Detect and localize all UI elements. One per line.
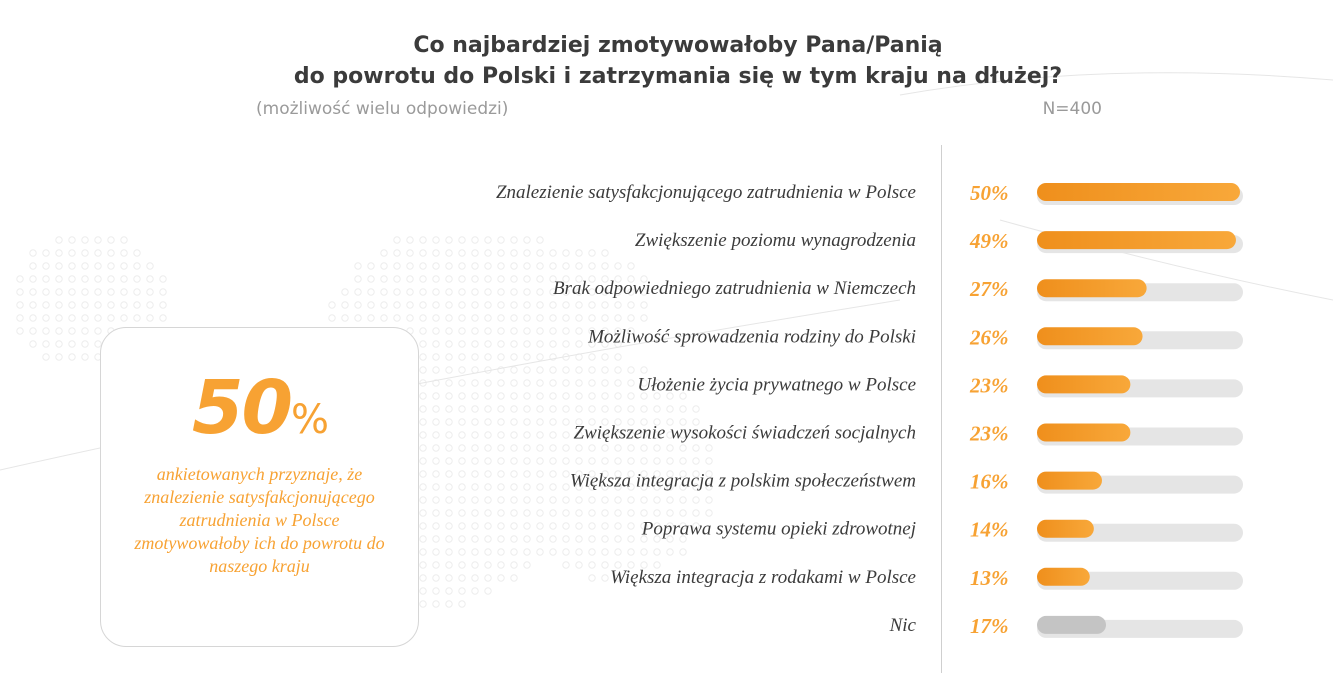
bar [1037, 327, 1143, 345]
value-label: 26% [970, 325, 1009, 350]
callout-number: 50 [192, 365, 291, 451]
bar [1037, 424, 1130, 442]
value-label: 16% [970, 469, 1009, 494]
bar [1037, 183, 1240, 201]
category-label: Ułożenie życia prywatnego w Polsce [637, 374, 916, 396]
bar [1037, 568, 1090, 586]
value-label: 27% [970, 277, 1009, 302]
category-label: Większa integracja z polskim społeczeństwem [569, 470, 916, 492]
bar [1037, 279, 1147, 297]
value-label: 13% [970, 565, 1009, 590]
category-label: Nic [889, 614, 916, 636]
sample-size-label: N=400 [1042, 99, 1102, 119]
callout-description: ankietowanych przyznaje, że znalezienie satysfakcjonującego zatrudnienia w Polsce zmotywowałoby ich do powrotu do naszego kraju [134, 464, 385, 576]
category-label: Znalezienie satysfakcjonującego zatrudnienia w Polsce [495, 182, 916, 203]
value-label: 14% [970, 517, 1009, 542]
category-label: Poprawa systemu opieki zdrowotnej [641, 518, 916, 540]
category-label: Zwiększenie wysokości świadczeń socjalnych [573, 422, 916, 444]
bar [1037, 472, 1102, 490]
multiple-answers-note: (możliwość wielu odpowiedzi) [256, 99, 509, 119]
bar [1037, 231, 1236, 249]
value-label: 49% [970, 229, 1009, 254]
bar [1037, 520, 1094, 538]
chart-title-line-2: do powrotu do Polski i zatrzymania się w tym kraju na dłużej? [293, 64, 1063, 89]
bar [1037, 616, 1106, 634]
value-label: 17% [970, 613, 1009, 638]
callout-percent-sign: % [290, 397, 327, 443]
chart-title-line-1: Co najbardziej zmotywowałoby Pana/Panią [413, 33, 943, 58]
category-label: Brak odpowiedniego zatrudnienia w Niemczech [552, 278, 916, 300]
bar [1037, 375, 1130, 393]
value-label: 23% [970, 373, 1009, 398]
value-label: 23% [970, 421, 1009, 446]
category-label: Większa integracja z rodakami w Polsce [610, 566, 916, 588]
category-label: Zwiększenie poziomu wynagrodzenia [634, 230, 916, 252]
category-label: Możliwość sprowadzenia rodziny do Polski [588, 326, 916, 348]
value-label: 50% [970, 181, 1009, 205]
